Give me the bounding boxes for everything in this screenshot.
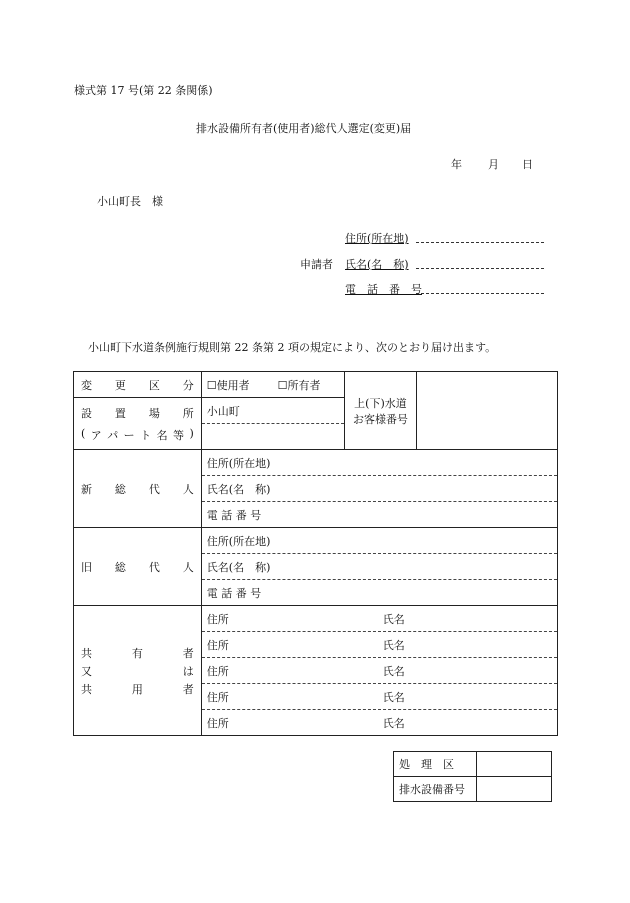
location-value[interactable]: 小山町 [201,398,344,424]
location-extra[interactable] [201,424,344,450]
new-rep-label: 新 総 代 人 [74,450,202,528]
main-form-table [73,371,558,736]
district-label: 処 理 区 [394,752,477,777]
change-type-options [201,372,344,398]
old-rep-fields [201,528,557,606]
co-owner-fields [201,606,557,736]
location-label: 設 置 場 所 ( ア パ ー ト 名 等 ) [74,398,202,450]
office-use-table [393,751,552,802]
form-number: 様式第 17 号(第 22 条関係) [74,84,213,97]
applicant-phone-line[interactable] [416,293,544,294]
user-checkbox[interactable]: ☐使用者 [206,378,250,392]
date-year: 年 [451,158,462,171]
applicant-name-label: 氏名(名 称) [345,258,409,271]
old-rep-address[interactable]: 住所(所在地) [202,528,557,554]
co-owner-label: 共 有 者 又 は 共 用 者 [74,606,202,736]
equipment-number-label: 排水設備番号 [394,777,477,802]
statement-text: 小山町下水道条例施行規則第 22 条第 2 項の規定により、次のとおり届け出ます。 [88,341,497,354]
old-rep-label: 旧 総 代 人 [74,528,202,606]
new-rep-name[interactable]: 氏名(名 称) [202,476,557,502]
applicant-address-line[interactable] [416,242,544,243]
applicant-phone-label: 電 話 番 号 [345,283,422,296]
form-title: 排水設備所有者(使用者)総代人選定(変更)届 [196,122,412,135]
date-day: 日 [522,158,533,171]
new-rep-fields [201,450,557,528]
equipment-number-value[interactable] [476,777,551,802]
co-owner-row[interactable]: 住所 氏名 [202,606,557,632]
co-owner-row[interactable]: 住所 氏名 [202,658,557,684]
applicant-label: 申請者 [300,258,333,271]
co-owner-row[interactable]: 住所 氏名 [202,632,557,658]
water-customer-number[interactable] [417,372,558,450]
district-value[interactable] [476,752,551,777]
date-month: 月 [488,158,499,171]
addressee: 小山町長 様 [97,195,163,208]
applicant-name-line[interactable] [416,268,544,269]
new-rep-phone[interactable]: 電 話 番 号 [206,508,262,522]
new-rep-address[interactable]: 住所(所在地) [202,450,557,476]
applicant-address-label: 住所(所在地) [345,232,409,245]
old-rep-name[interactable]: 氏名(名 称) [202,554,557,580]
change-type-label: 変 更 区 分 [74,372,202,398]
co-owner-row[interactable]: 住所 氏名 [206,716,405,730]
old-rep-phone[interactable]: 電 話 番 号 [206,586,262,600]
owner-checkbox[interactable]: ☐所有者 [277,378,321,392]
water-customer-label: 上(下)水道 お客様番号 [344,372,417,450]
co-owner-row[interactable]: 住所 氏名 [202,684,557,710]
